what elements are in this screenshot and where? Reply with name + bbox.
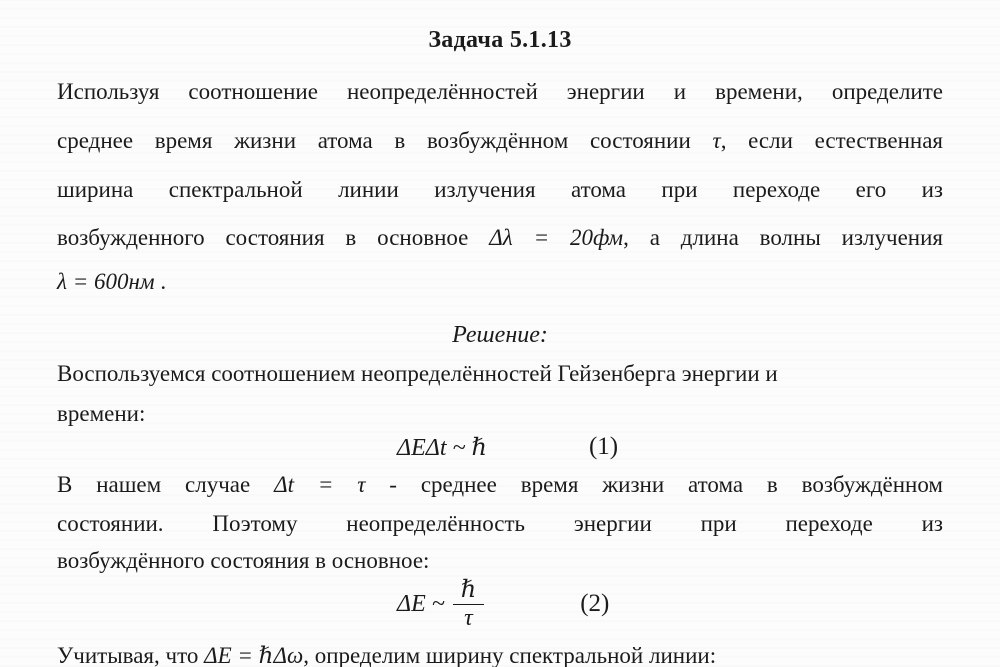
equation-1-formula: ΔEΔt ~ ℏ bbox=[397, 434, 487, 461]
solution-para2-line3-text: возбуждённого состояния в основное: bbox=[57, 548, 430, 573]
problem-line-4 bbox=[57, 221, 943, 255]
problem-line-4-text1: возбужденного состояния в основное bbox=[57, 225, 469, 250]
tau-symbol: τ bbox=[712, 128, 721, 153]
equation-1-label: (1) bbox=[588, 433, 619, 460]
problem-line-2-text2: , если естественная bbox=[720, 128, 944, 153]
equation-1 bbox=[57, 428, 943, 466]
delta-lambda-formula: Δλ = 20фм bbox=[489, 225, 624, 250]
solution-para1-line1-text: Воспользуемся соотношением неопределённостей Гейзенберга энергии и bbox=[57, 361, 778, 386]
solution-heading: Решение: bbox=[452, 322, 548, 348]
tau-denominator: τ bbox=[464, 604, 473, 631]
solution-para1-line2 bbox=[57, 397, 943, 431]
solution-para1-line2-text: времени: bbox=[57, 401, 146, 426]
problem-line-2 bbox=[57, 124, 943, 158]
problem-line-5-period: . bbox=[160, 269, 167, 294]
delta-t-tau-formula: Δt = τ bbox=[274, 472, 366, 497]
equation-2-lhs: ΔE ~ bbox=[397, 590, 445, 617]
solution-para2-line1 bbox=[57, 468, 943, 502]
delta-e-omega-formula: ΔE = ℏΔω bbox=[204, 643, 304, 667]
problem-line-5 bbox=[57, 265, 943, 299]
equation-2-fraction bbox=[453, 577, 484, 632]
hbar-numerator: ℏ bbox=[453, 577, 484, 605]
solution-para1-line1 bbox=[57, 357, 943, 391]
problem-line-3 bbox=[57, 173, 943, 207]
solution-para2-line1-text2: - среднее время жизни атома в возбуждённом bbox=[389, 472, 943, 497]
problem-line-1-text: Используя соотношение неопределённостей энергии и времени, определите bbox=[57, 79, 943, 104]
solution-para2-line2-text: состоянии. Поэтому неопределённость энергии при переходе из bbox=[57, 511, 943, 536]
problem-line-1 bbox=[57, 75, 943, 109]
solution-para3-text2: , определим ширину спектральной линии: bbox=[303, 643, 717, 667]
equation-2 bbox=[57, 573, 943, 635]
solution-para2-line2 bbox=[57, 507, 943, 541]
solution-para3-line1-clipped bbox=[57, 639, 943, 667]
problem-line-4-text2: , а длина волны излучения bbox=[623, 225, 943, 250]
equation-2-label: (2) bbox=[580, 590, 610, 617]
problem-line-3-text: ширина спектральной линии излучения атома при переходе его из bbox=[57, 177, 943, 202]
solution-para2-line1-text1: В нашем случае bbox=[57, 472, 251, 497]
problem-line-2-text1: среднее время жизни атома в возбуждённом состоянии bbox=[57, 128, 691, 153]
solution-para3-text1: Учитывая, что bbox=[57, 643, 199, 667]
lambda-value-formula: λ = 600нм bbox=[57, 269, 155, 294]
problem-title: Задача 5.1.13 bbox=[428, 27, 572, 53]
